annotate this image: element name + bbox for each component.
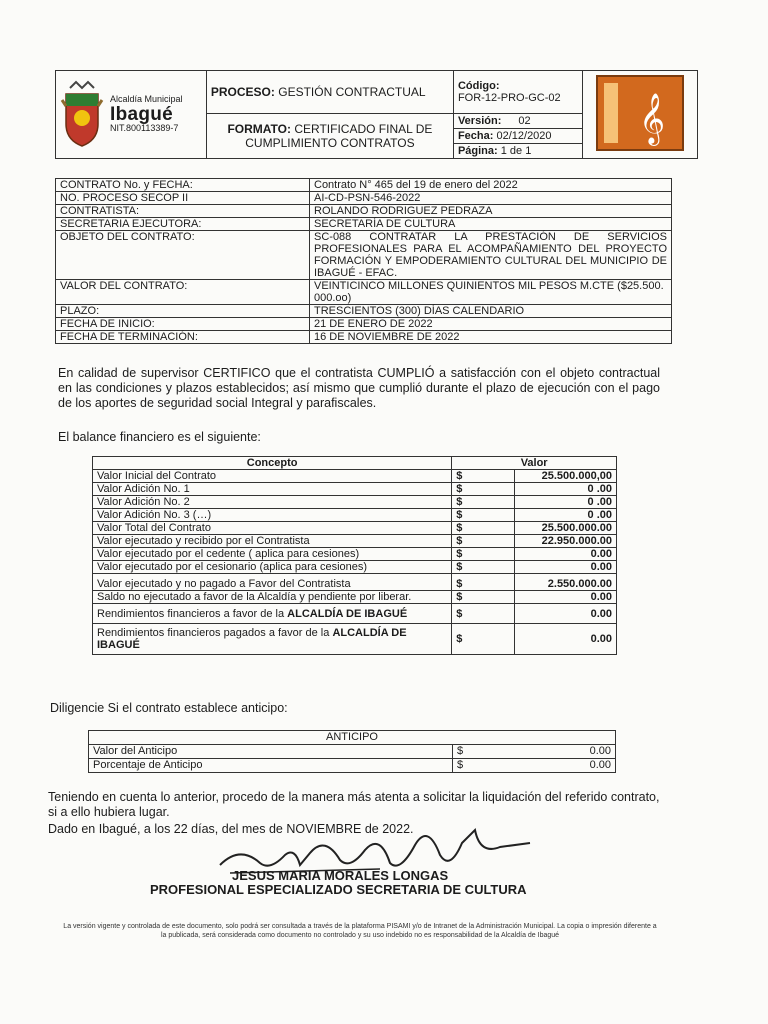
concept-cell — [93, 624, 452, 655]
currency-cell: $ — [452, 624, 515, 655]
concept-cell: Valor Total del Contrato — [93, 522, 452, 535]
table-row — [56, 331, 672, 344]
financial-balance-table — [92, 456, 617, 655]
currency-cell: $ — [453, 745, 502, 759]
table-row — [93, 624, 617, 655]
value-cell: 25.500.000,00 — [515, 470, 617, 483]
certification-paragraph: En calidad de supervisor CERTIFICO que el contratista CUMPLIÓ a satisfacción con el objeto contractual en las condiciones y plazos establecidos; así mismo que cumplió durante el plazo de ejecución con el pago de los aportes de seguridad social Integral y parafiscales. — [58, 366, 660, 410]
concept-cell: Valor ejecutado y recibido por el Contratista — [93, 535, 452, 548]
currency-cell: $ — [452, 548, 515, 561]
contract-label: FECHA DE TERMINACIÓN: — [56, 331, 310, 344]
anticipo-table — [88, 730, 616, 773]
contract-label: PLAZO: — [56, 305, 310, 318]
concept-column-header: Concepto — [93, 457, 452, 470]
table-header-row — [89, 731, 616, 745]
table-row — [56, 205, 672, 218]
process-value: GESTIÓN CONTRACTUAL — [278, 85, 426, 99]
concept-cell: Valor ejecutado y no pagado a Favor del Contratista — [93, 574, 452, 591]
value-cell: 0 .00 — [515, 496, 617, 509]
badge-label — [604, 85, 618, 143]
nit-number: NIT.800113389-7 — [110, 123, 179, 134]
code-label: Código: — [457, 80, 500, 92]
yield-b-bold: ALCALDÍA DE IBAGUÉ — [97, 627, 407, 651]
contract-label: CONTRATISTA: — [56, 205, 310, 218]
contract-value: Contrato N° 465 del 19 de enero del 2022 — [310, 179, 672, 192]
table-row — [93, 561, 617, 574]
table-row — [93, 535, 617, 548]
contract-value: SC-088 CONTRATAR LA PRESTACIÓN DE SERVICIOS PROFESIONALES PARA EL ACOMPAÑAMIENTO DEL PROYECTO FORMACIÓN Y EMPODERAMIENTO CULTURAL DEL MUNICIPIO DE IBAGUÉ - EFAC. — [310, 231, 672, 280]
value-cell: 0.00 — [515, 591, 617, 604]
closing-paragraph: Teniendo en cuenta lo anterior, procedo de la manera más atenta a solicitar la liquidación del referido contrato, si a ello hubiera lugar. — [48, 790, 660, 819]
table-row — [93, 591, 617, 604]
concept-cell: Valor Adición No. 3 (…) — [93, 509, 452, 522]
contract-label: OBJETO DEL CONTRATO: — [56, 231, 310, 280]
table-row — [93, 470, 617, 483]
signer-title: PROFESIONAL ESPECIALIZADO SECRETARIA DE CULTURA — [150, 882, 527, 897]
signer-name: JESUS MARIA MORALES LONGAS — [232, 868, 449, 883]
document-header — [55, 70, 698, 159]
date-label: Fecha: — [457, 130, 494, 142]
value-cell: 0.00 — [515, 604, 617, 624]
table-row — [56, 318, 672, 331]
contract-value: SECRETARÍA DE CULTURA — [310, 218, 672, 231]
table-row — [56, 179, 672, 192]
value-cell: 0.00 — [515, 561, 617, 574]
version-value: 02 — [518, 115, 531, 127]
format-value: CERTIFICADO FINAL DE CUMPLIMIENTO CONTRATOS — [245, 122, 433, 150]
anticipo-value: 0.00 — [501, 745, 616, 759]
code-cell — [453, 71, 582, 114]
contract-value: AI-CD-PSN-546-2022 — [310, 192, 672, 205]
contract-value: 21 DE ENERO DE 2022 — [310, 318, 672, 331]
table-row — [89, 759, 616, 773]
municipality-name: Ibagué — [110, 103, 174, 125]
currency-cell: $ — [452, 470, 515, 483]
anticipo-label: Valor del Anticipo — [89, 745, 453, 759]
contract-label: CONTRATO No. y FECHA: — [56, 179, 310, 192]
table-row — [93, 522, 617, 535]
value-cell: 0 .00 — [515, 483, 617, 496]
yield-a-prefix: Rendimientos financieros a favor de la — [97, 608, 285, 620]
table-row — [89, 745, 616, 759]
badge-cell — [582, 71, 697, 159]
table-row — [56, 231, 672, 280]
municipality-small-label: Alcaldía Municipal — [110, 94, 183, 105]
concept-cell: Valor Adición No. 2 — [93, 496, 452, 509]
anticipo-intro: Diligencie Si el contrato establece anticipo: — [50, 701, 288, 715]
currency-cell: $ — [453, 759, 502, 773]
concept-cell: Valor ejecutado por el cesionario (aplica para cesiones) — [93, 561, 452, 574]
contract-label: NO. PROCESO SECOP II — [56, 192, 310, 205]
yield-b-prefix: Rendimientos financieros pagados a favor de la — [97, 627, 330, 639]
process-label: PROCESO: — [210, 85, 275, 99]
concept-cell: Valor Inicial del Contrato — [93, 470, 452, 483]
contract-label: FECHA DE INICIO: — [56, 318, 310, 331]
contract-value: TRESCIENTOS (300) DÍAS CALENDARIO — [310, 305, 672, 318]
format-label: FORMATO: — [227, 122, 291, 136]
table-header-row — [93, 457, 617, 470]
table-row — [56, 280, 672, 305]
contract-value: ROLANDO RODRIGUEZ PEDRAZA — [310, 205, 672, 218]
table-row — [93, 496, 617, 509]
anticipo-value: 0.00 — [501, 759, 616, 773]
concept-cell: Valor ejecutado por el cedente ( aplica para cesiones) — [93, 548, 452, 561]
coat-of-arms-icon — [60, 80, 104, 150]
table-row — [93, 574, 617, 591]
table-row — [93, 509, 617, 522]
anticipo-title: ANTICIPO — [89, 731, 616, 745]
table-row — [56, 305, 672, 318]
value-column-header: Valor — [452, 457, 617, 470]
contract-label: VALOR DEL CONTRATO: — [56, 280, 310, 305]
contract-value: VEINTICINCO MILLONES QUINIENTOS MIL PESOS M.CTE ($25.500. 000.oo) — [310, 280, 672, 305]
table-row — [93, 604, 617, 624]
process-cell — [206, 71, 453, 114]
currency-cell: $ — [452, 496, 515, 509]
currency-cell: $ — [452, 574, 515, 591]
musical-capital-badge — [596, 75, 684, 151]
footer-disclaimer: La versión vigente y controlada de este documento, solo podrá ser consultada a través de la plataforma PISAMI y/o de Intranet de la Administración Municipal. La copia o impresión diferente a la publicada, será considerada como documento no controlado y su uso indebido no es responsabilidad de la Alcaldía de Ibagué — [63, 923, 657, 939]
currency-cell: $ — [452, 604, 515, 624]
currency-cell: $ — [452, 561, 515, 574]
value-cell: 0.00 — [515, 624, 617, 655]
municipality-logo-cell — [56, 71, 207, 159]
currency-cell: $ — [452, 522, 515, 535]
currency-cell: $ — [452, 483, 515, 496]
currency-cell: $ — [452, 591, 515, 604]
anticipo-label: Porcentaje de Anticipo — [89, 759, 453, 773]
dated-line: Dado en Ibagué, a los 22 días, del mes de NOVIEMBRE de 2022. — [48, 822, 414, 836]
yield-a-bold: ALCALDÍA DE IBAGUÉ — [287, 608, 408, 620]
format-cell — [206, 114, 453, 159]
table-row — [56, 192, 672, 205]
contract-info-table — [55, 178, 672, 344]
svg-text:𝄞: 𝄞 — [638, 93, 665, 144]
concept-cell: Saldo no ejecutado a favor de la Alcaldía y pendiente por liberar. — [93, 591, 452, 604]
code-value: FOR-12-PRO-GC-02 — [457, 92, 561, 104]
page-label: Página: — [457, 145, 498, 157]
table-row — [93, 483, 617, 496]
table-row — [93, 548, 617, 561]
value-cell: 22.950.000.00 — [515, 535, 617, 548]
value-cell: 25.500.000.00 — [515, 522, 617, 535]
concept-cell — [93, 604, 452, 624]
concept-cell: Valor Adición No. 1 — [93, 483, 452, 496]
value-cell: 0.00 — [515, 548, 617, 561]
version-label: Versión: — [457, 115, 502, 127]
currency-cell: $ — [452, 509, 515, 522]
currency-cell: $ — [452, 535, 515, 548]
balance-intro: El balance financiero es el siguiente: — [58, 430, 261, 444]
contract-value: 16 DE NOVIEMBRE DE 2022 — [310, 331, 672, 344]
table-row — [56, 218, 672, 231]
date-value: 02/12/2020 — [496, 130, 552, 142]
value-cell: 0 .00 — [515, 509, 617, 522]
contract-label: SECRETARIA EJECUTORA: — [56, 218, 310, 231]
meta-cell — [453, 114, 582, 159]
value-cell: 2.550.000.00 — [515, 574, 617, 591]
page-value: 1 de 1 — [500, 145, 532, 157]
